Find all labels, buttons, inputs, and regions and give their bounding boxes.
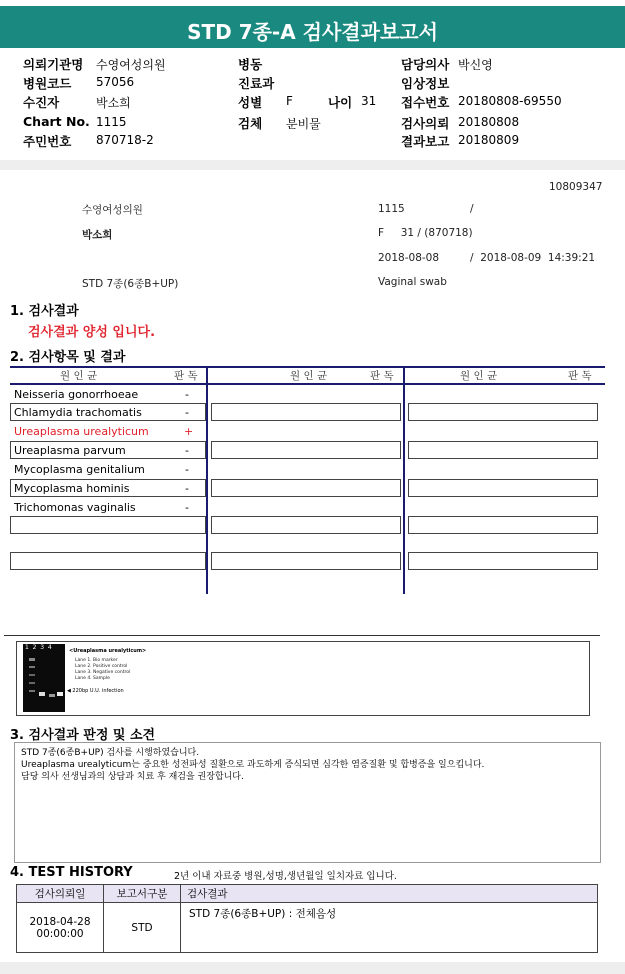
col-result-3: 판 독 — [568, 370, 592, 382]
divider-band — [0, 160, 625, 170]
organism-result: - — [185, 388, 189, 401]
organism-result: - — [185, 406, 189, 419]
opinion-line: 담당 의사 선생님과의 상담과 치료 후 재검을 권장합니다. — [21, 772, 244, 782]
request-value: 20180808 — [458, 115, 520, 129]
gel-legend-item: Lane 1. Bio marker — [75, 658, 118, 663]
sub-hospital: 수영여성의원 — [82, 204, 143, 216]
ward-label: 병동 — [238, 57, 263, 72]
rrn-value: 870718-2 — [96, 133, 154, 147]
bottom-band — [0, 962, 625, 974]
age-label: 나이 — [328, 95, 353, 110]
gel-legend-item: Lane 3. Negative control — [75, 670, 131, 675]
age-value: 31 — [361, 94, 377, 108]
report-label: 결과보고 — [401, 134, 450, 149]
organism-result: - — [185, 482, 189, 495]
column-divider — [206, 368, 208, 594]
sub-test-name: STD 7종(6종B+UP) — [82, 278, 179, 290]
section3-title: 3. 검사결과 판정 및 소견 — [10, 728, 156, 743]
barcode-number: 10809347 — [549, 181, 603, 193]
sub-date-reported: / 2018-08-09 14:39:21 — [470, 252, 596, 264]
dept-label: 진료과 — [238, 76, 275, 91]
col-organism-3: 원 인 균 — [460, 370, 498, 382]
sub-sex-age: F 31 / (870718) — [378, 227, 473, 239]
empty-row-box — [10, 516, 206, 534]
horizontal-rule — [4, 635, 600, 636]
gel-image — [23, 644, 65, 712]
section2-title: 2. 검사항목 및 결과 — [10, 350, 126, 365]
history-date-cell — [17, 903, 104, 953]
organism-name: Mycoplasma hominis — [14, 482, 130, 495]
empty-row-box — [10, 552, 206, 570]
gel-image-panel — [16, 641, 590, 716]
gel-legend — [75, 658, 130, 682]
opinion-line: Ureaplasma urealyticum는 중요한 성전파성 질환으로 과도하게 증식되면 심각한 염증질환 및 합병증을 일으킵니다. — [21, 760, 485, 770]
organism-result: - — [185, 463, 189, 476]
sub-date-received: 2018-08-08 — [378, 252, 440, 264]
organism-name: Ureaplasma parvum — [14, 444, 126, 457]
chart-label: Chart No. — [23, 114, 90, 129]
empty-row-box — [408, 516, 598, 534]
col-organism-1: 원 인 균 — [60, 370, 98, 382]
gel-lane-numbers: 1 2 3 4 — [25, 644, 52, 651]
empty-row-box — [408, 441, 598, 459]
sex-label: 성별 — [238, 95, 263, 110]
positive-result-text: 검사결과 양성 입니다. — [28, 325, 156, 340]
empty-row-box — [211, 552, 401, 570]
col-organism-2: 원 인 균 — [290, 370, 328, 382]
history-type: STD — [104, 903, 181, 953]
specimen-value: 분비물 — [286, 117, 321, 131]
gel-band-label: ◀ 220bp U.U. infection — [67, 688, 124, 694]
empty-row-box — [211, 403, 401, 421]
clinical-label: 임상정보 — [401, 76, 450, 91]
gel-title: <Ureaplasma urealyticum> — [69, 648, 147, 654]
sub-name: 박소희 — [82, 229, 113, 241]
history-header-result: 검사결과 — [181, 885, 598, 903]
result-table-header — [10, 366, 605, 385]
gel-legend-item: Lane 2. Positive control — [75, 664, 128, 669]
hospital-value: 수영여성의원 — [96, 58, 166, 72]
specimen-label: 검체 — [238, 116, 263, 131]
receipt-value: 20180808-69550 — [458, 94, 562, 108]
history-header-type: 보고서구분 — [104, 885, 181, 903]
receipt-label: 접수번호 — [401, 95, 450, 110]
report-value: 20180809 — [458, 133, 520, 147]
rrn-label: 주민번호 — [23, 134, 72, 149]
empty-row-box — [408, 403, 598, 421]
empty-row-box — [211, 441, 401, 459]
opinion-box — [14, 742, 601, 863]
chart-value: 1115 — [96, 115, 127, 129]
section1-title: 1. 검사결과 — [10, 304, 79, 319]
sub-specimen: Vaginal swab — [378, 276, 447, 288]
organism-name-positive: Ureaplasma urealyticum — [14, 425, 149, 438]
history-header-date: 검사의뢰일 — [17, 885, 104, 903]
organism-name: Trichomonas vaginalis — [14, 501, 136, 514]
organism-name: Neisseria gonorrhoeae — [14, 388, 139, 401]
section4-title: 4. TEST HISTORY — [10, 865, 133, 880]
col-result-1: 판 독 — [174, 370, 198, 382]
history-date: 2018-04-28 — [29, 915, 91, 928]
patient-label: 수진자 — [23, 95, 60, 110]
patient-info-block — [0, 55, 625, 155]
history-note: 2년 이내 자료중 병원,성명,생년월일 일치자료 입니다. — [174, 871, 397, 882]
organism-result: - — [185, 444, 189, 457]
empty-row-box — [211, 516, 401, 534]
code-value: 57056 — [96, 75, 135, 89]
organism-name: Chlamydia trachomatis — [14, 406, 142, 419]
history-table — [16, 884, 598, 953]
organism-result-positive: + — [184, 425, 194, 438]
doctor-value: 박신영 — [458, 58, 493, 72]
code-label: 병원코드 — [23, 76, 72, 91]
history-result: STD 7종(6종B+UP) : 전체음성 — [181, 903, 598, 953]
request-label: 검사의뢰 — [401, 116, 450, 131]
organism-name: Mycoplasma genitalium — [14, 463, 145, 476]
organism-result: - — [185, 501, 189, 514]
empty-row-box — [408, 479, 598, 497]
sex-value: F — [286, 94, 293, 108]
gel-legend-item: Lane 4. Sample — [75, 676, 110, 681]
hospital-label: 의뢰기관명 — [23, 57, 84, 72]
opinion-line: STD 7종(6종B+UP) 검사를 시행하였습니다. — [21, 748, 200, 758]
column-divider — [403, 368, 405, 594]
report-title: STD 7종-A 검사결과보고서 — [0, 0, 625, 48]
history-time: 00:00:00 — [36, 927, 84, 940]
sub-chart: 1115 — [378, 203, 405, 215]
col-result-2: 판 독 — [370, 370, 394, 382]
empty-row-box — [408, 552, 598, 570]
doctor-label: 담당의사 — [401, 57, 450, 72]
history-row — [17, 903, 598, 953]
empty-row-box — [211, 479, 401, 497]
patient-value: 박소희 — [96, 96, 131, 110]
sub-slash: / — [470, 203, 474, 215]
